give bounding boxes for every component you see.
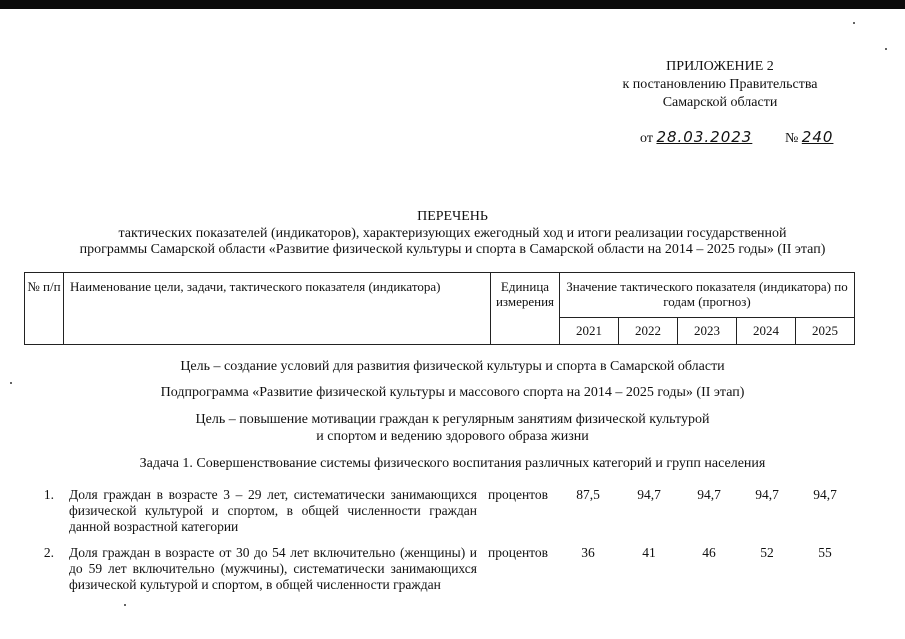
document-subtitle-line2: программы Самарской области «Развитие физической культуры и спорта в Самарской области на 2014 – 2025 годы» (II этап) bbox=[79, 242, 826, 257]
row-value-2023: 46 bbox=[702, 545, 716, 560]
row-text: Доля граждан в возрасте 3 – 29 лет, систематически занимающихся физической культурой и спортом, в общей численности граждан данной возрастной категории bbox=[69, 487, 477, 534]
handwritten-date: 28.03.2023 bbox=[656, 128, 753, 146]
row-unit: процентов bbox=[488, 487, 549, 502]
header-year: 2025 bbox=[796, 318, 855, 345]
subgoal-heading bbox=[0, 411, 905, 445]
row-unit: процентов bbox=[488, 545, 549, 560]
resolution-line bbox=[640, 128, 850, 147]
row-number: 2. bbox=[43, 545, 54, 560]
number-prefix: № bbox=[784, 131, 799, 146]
appendix-block bbox=[590, 58, 850, 112]
row-value-2022: 94,7 bbox=[637, 487, 661, 502]
row-number: 1. bbox=[43, 487, 54, 502]
row-value-2023: 94,7 bbox=[697, 487, 721, 502]
header-year: 2023 bbox=[678, 318, 737, 345]
row-value-2021: 36 bbox=[581, 545, 595, 560]
appendix-title: ПРИЛОЖЕНИЕ 2 bbox=[666, 59, 774, 74]
scan-speck bbox=[10, 382, 12, 384]
header-year: 2021 bbox=[560, 318, 619, 345]
document-title: ПЕРЕЧЕНЬ bbox=[417, 209, 488, 224]
subgoal-line2: и спортом и ведению здорового образа жизни bbox=[316, 429, 589, 444]
row-value-2025: 55 bbox=[818, 545, 832, 560]
scan-top-border bbox=[0, 0, 905, 9]
header-number: № п/п bbox=[25, 273, 64, 345]
scan-speck bbox=[124, 604, 126, 606]
header-unit: Единица измерения bbox=[491, 273, 560, 345]
handwritten-number: 240 bbox=[801, 128, 834, 146]
row-value-2024: 94,7 bbox=[755, 487, 779, 502]
document-subtitle-line1: тактических показателей (индикаторов), характеризующих ежегодный ход и итоги реализации государственной bbox=[118, 226, 787, 241]
task-heading: Задача 1. Совершенствование системы физического воспитания различных категорий и групп населения bbox=[139, 456, 766, 471]
goal-heading: Цель – создание условий для развития физической культуры и спорта в Самарской области bbox=[180, 359, 725, 374]
date-prefix: от bbox=[640, 131, 653, 146]
scan-speck bbox=[885, 48, 887, 50]
subprogram-heading: Подпрограмма «Развитие физической культуры и массового спорта на 2014 – 2025 годы» (II этап) bbox=[160, 385, 745, 400]
header-values: Значение тактического показателя (индикатора) по годам (прогноз) bbox=[560, 273, 855, 318]
indicator-table-header bbox=[24, 272, 855, 345]
row-value-2025: 94,7 bbox=[813, 487, 837, 502]
row-text: Доля граждан в возрасте от 30 до 54 лет включительно (женщины) и до 59 лет включительно (мужчины), систематически занимающихся физической культурой и спортом, в общей численности граждан bbox=[69, 545, 477, 592]
header-year: 2022 bbox=[619, 318, 678, 345]
row-value-2024: 52 bbox=[760, 545, 774, 560]
header-name: Наименование цели, задачи, тактического показателя (индикатора) bbox=[64, 273, 491, 345]
row-value-2022: 41 bbox=[642, 545, 656, 560]
scan-speck bbox=[853, 22, 855, 24]
appendix-region: Самарской области bbox=[662, 95, 778, 110]
appendix-subtitle: к постановлению Правительства bbox=[622, 77, 818, 92]
row-value-2021: 87,5 bbox=[576, 487, 600, 502]
header-year: 2024 bbox=[737, 318, 796, 345]
subgoal-line1: Цель – повышение мотивации граждан к регулярным занятиям физической культурой bbox=[195, 412, 710, 427]
